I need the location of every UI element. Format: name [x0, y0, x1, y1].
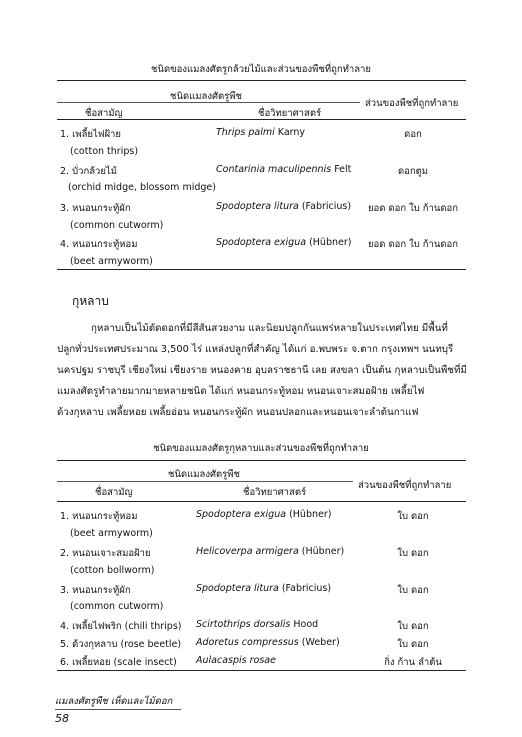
paragraph-line: นครปฐม ราชบุรี เชียงใหม่ เชียงราย หนองคาย อุบลราชธานี เลย สงขลา เป็นต้น กุหลาบเป็นพืชที่มี — [57, 365, 467, 376]
table2-bottom-rule — [57, 670, 466, 671]
damaged-part: กิ่ง ก้าน ลำต้น — [384, 657, 442, 668]
scientific-name — [216, 201, 351, 212]
common-name-en: (cotton thrips) — [70, 146, 139, 157]
author-name: Hood — [290, 619, 319, 630]
common-name: 2. บั่วกล้วยไม้ — [60, 166, 117, 177]
table1-caption: ชนิดของแมลงศัตรูกล้วยไม้และส่วนของพืชที่ถูกทำลาย — [151, 64, 371, 75]
table1-col-scientific: ชื่อวิทยาศาสตร์ — [258, 108, 322, 119]
table2-caption: ชนิดของแมลงศัตรูกุหลาบและส่วนของพืชที่ถูกทำลาย — [153, 443, 369, 454]
common-name: 6. เพลี้ยหอย (scale insect) — [60, 657, 177, 668]
scientific-name — [196, 655, 276, 666]
species-name: Spodoptera litura — [196, 583, 279, 594]
author-name: Felt — [331, 164, 352, 175]
page-number: 58 — [55, 712, 69, 725]
species-name: Scirtothrips dorsalis — [196, 619, 291, 630]
table1-group-header: ชนิดแมลงศัตรูพืช — [170, 91, 242, 102]
author-name: (Weber) — [298, 637, 340, 648]
species-name: Contarinia maculipennis — [216, 164, 332, 175]
scientific-name — [216, 237, 351, 248]
common-name: 4. หนอนกระทู้หอม — [60, 239, 138, 250]
table2-header-rule — [57, 501, 466, 502]
author-name: (Hübner) — [298, 546, 345, 557]
author-name: (Hübner) — [286, 509, 332, 520]
damaged-part: ยอด ดอก ใบ ก้านดอก — [367, 239, 458, 250]
scientific-name — [196, 637, 340, 648]
common-name-en: (cotton bollworm) — [70, 565, 155, 576]
common-name: 4. เพลี้ยไฟพริก (chili thrips) — [60, 621, 182, 632]
scientific-name — [196, 509, 331, 520]
species-name: Thrips palmi — [216, 127, 275, 138]
damaged-part: ใบ ดอก — [397, 621, 429, 632]
common-name-en: (common cutworm) — [70, 601, 164, 612]
damaged-part: ใบ ดอก — [397, 639, 429, 650]
species-name: Adoretus compressus — [196, 637, 299, 648]
table2-group-rule — [57, 481, 353, 482]
paragraph-line: แมลงศัตรูทำลายมากมายหลายชนิด ได้แก่ หนอนกระทู้หอม หนอนเจาะสมอฝ้าย เพลี้ยไฟ — [57, 386, 425, 397]
common-name: 1. เพลี้ยไฟฝ้าย — [60, 129, 121, 140]
common-name: 1. หนอนกระทู้หอม — [60, 511, 138, 522]
common-name: 2. หนอนเจาะสมอฝ้าย — [60, 548, 151, 559]
damaged-part: ดอกตูม — [397, 166, 429, 177]
common-name-en: (orchid midge, blossom midge) — [68, 182, 216, 193]
species-name: Spodoptera exigua — [196, 509, 287, 520]
author-name: (Hübner) — [306, 237, 352, 248]
author-name: Karny — [274, 127, 306, 138]
species-name: Aulacaspis rosae — [196, 655, 276, 666]
damaged-part: ใบ ดอก — [397, 548, 429, 559]
paragraph-line: ด้วงกุหลาบ เพลี้ยหอย เพลี้ยอ่อน หนอนกระทู้ผัก หนอนปลอกและหนอนเจาะลำต้นกาแฟ — [57, 407, 419, 418]
table2-col-common: ชื่อสามัญ — [95, 487, 133, 498]
table1-col-damage: ส่วนของพืชที่ถูกทำลาย — [365, 98, 459, 109]
footer-title: แมลงศัตรูพืช เห็ดและไม้ดอก — [55, 696, 173, 707]
table1-col-common: ชื่อสามัญ — [85, 108, 123, 119]
table1-header-rule — [57, 119, 466, 120]
damaged-part: ดอก — [404, 129, 422, 140]
section-heading: กุหลาบ — [72, 294, 109, 308]
paragraph-line: ปลูกทั่วประเทศประมาณ 3,500 ไร่ แหล่งปลูกที่สำคัญ ได้แก่ อ.พบพระ จ.ตาก กรุงเทพฯ นนทบุรี — [57, 344, 454, 355]
common-name-en: (common cutworm) — [70, 220, 164, 231]
table2-col-scientific: ชื่อวิทยาศาสตร์ — [243, 487, 307, 498]
scientific-name — [196, 619, 318, 630]
table1-group-rule — [57, 102, 360, 103]
species-name: Helicoverpa armigera — [196, 546, 299, 557]
scientific-name — [216, 164, 351, 175]
scientific-name — [216, 127, 305, 138]
damaged-part: ยอด ดอก ใบ ก้านดอก — [367, 203, 458, 214]
common-name-en: (beet armyworm) — [70, 528, 153, 539]
author-name: (Fabricius) — [298, 201, 352, 212]
common-name: 3. หนอนกระทู้ผัก — [60, 585, 131, 596]
table2-top-rule — [57, 460, 466, 461]
paragraph-line: กุหลาบเป็นไม้ตัดดอกที่มีสีสันสวยงาม และนิยมปลูกกันแพร่หลายในประเทศไทย มีพื้นที่ — [91, 323, 448, 334]
common-name: 5. ด้วงกุหลาบ (rose beetle) — [60, 639, 182, 650]
table1-top-rule — [57, 80, 466, 81]
common-name-en: (beet armyworm) — [70, 256, 153, 267]
table2-group-header: ชนิดแมลงศัตรูพืช — [168, 469, 240, 480]
table1-bottom-rule — [57, 269, 466, 270]
species-name: Spodoptera litura — [216, 201, 299, 212]
species-name: Spodoptera exigua — [216, 237, 307, 248]
scientific-name — [196, 546, 344, 557]
footer-rule — [55, 709, 181, 710]
damaged-part: ใบ ดอก — [397, 511, 429, 522]
table2-col-damage: ส่วนของพืชที่ถูกทำลาย — [358, 480, 452, 491]
author-name: (Fabricius) — [278, 583, 332, 594]
scientific-name — [196, 583, 331, 594]
common-name: 3. หนอนกระทู้ผัก — [60, 203, 131, 214]
damaged-part: ใบ ดอก — [397, 585, 429, 596]
